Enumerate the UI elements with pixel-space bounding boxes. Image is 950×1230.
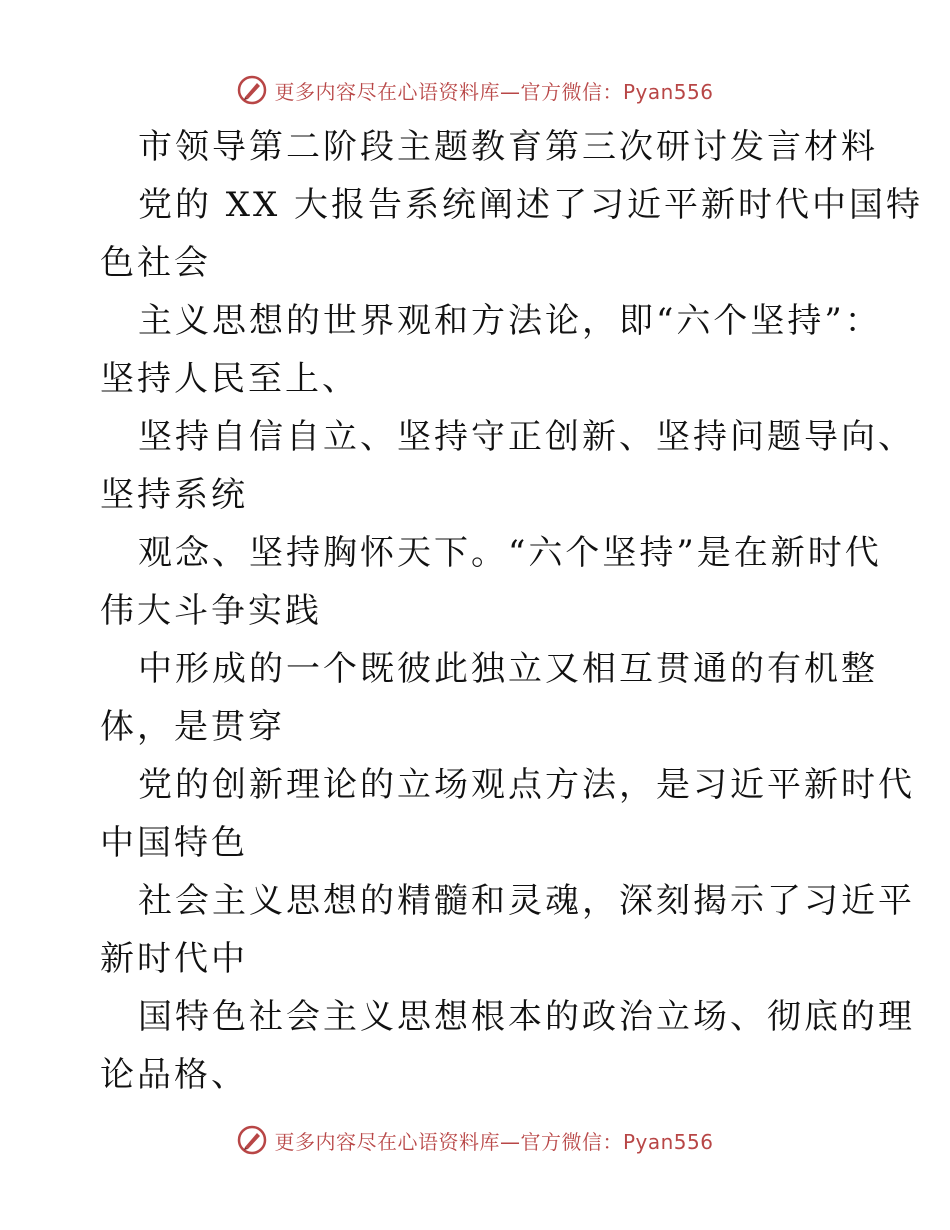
header-watermark: [0, 70, 950, 110]
watermark-text: 更多内容尽在心语资料库—官方微信：Pyan556: [274, 1129, 714, 1154]
paragraph-line: 坚持自信自立、坚持守正创新、坚持问题导向、: [138, 417, 915, 457]
paragraph-line: 国特色社会主义思想根本的政治立场、彻底的理: [138, 997, 915, 1037]
paragraph-line: 坚持人民至上、: [100, 359, 359, 399]
paragraph-line: 党的 XX 大报告系统阐述了习近平新时代中国特: [138, 185, 924, 225]
paragraph-line: 观念、坚持胸怀天下。“六个坚持”是在新时代: [138, 533, 882, 573]
footer-watermark: [0, 1120, 950, 1160]
document-body: [100, 118, 924, 1104]
paragraph-line: 中形成的一个既彼此独立又相互贯通的有机整: [138, 649, 878, 689]
pen-seal-icon: [236, 74, 268, 106]
paragraph-line: 色社会: [100, 243, 211, 283]
paragraph-line: 伟大斗争实践: [100, 591, 322, 631]
watermark-text: 更多内容尽在心语资料库—官方微信：Pyan556: [274, 79, 714, 104]
pen-seal-icon: [236, 1124, 268, 1156]
paragraph-line: 主义思想的世界观和方法论，即“六个坚持”：: [138, 301, 882, 341]
paragraph-line: 社会主义思想的精髓和灵魂，深刻揭示了习近平: [138, 881, 915, 921]
paragraph-line: 论品格、: [100, 1055, 248, 1095]
paragraph-line: 新时代中: [100, 939, 248, 979]
paragraph-line: 坚持系统: [100, 475, 248, 515]
paragraph-line: 党的创新理论的立场观点方法，是习近平新时代: [138, 765, 915, 805]
paragraph-line: 体，是贯穿: [100, 707, 285, 747]
document-title: 市领导第二阶段主题教育第三次研讨发言材料: [138, 127, 878, 167]
paragraph-line: 中国特色: [100, 823, 248, 863]
